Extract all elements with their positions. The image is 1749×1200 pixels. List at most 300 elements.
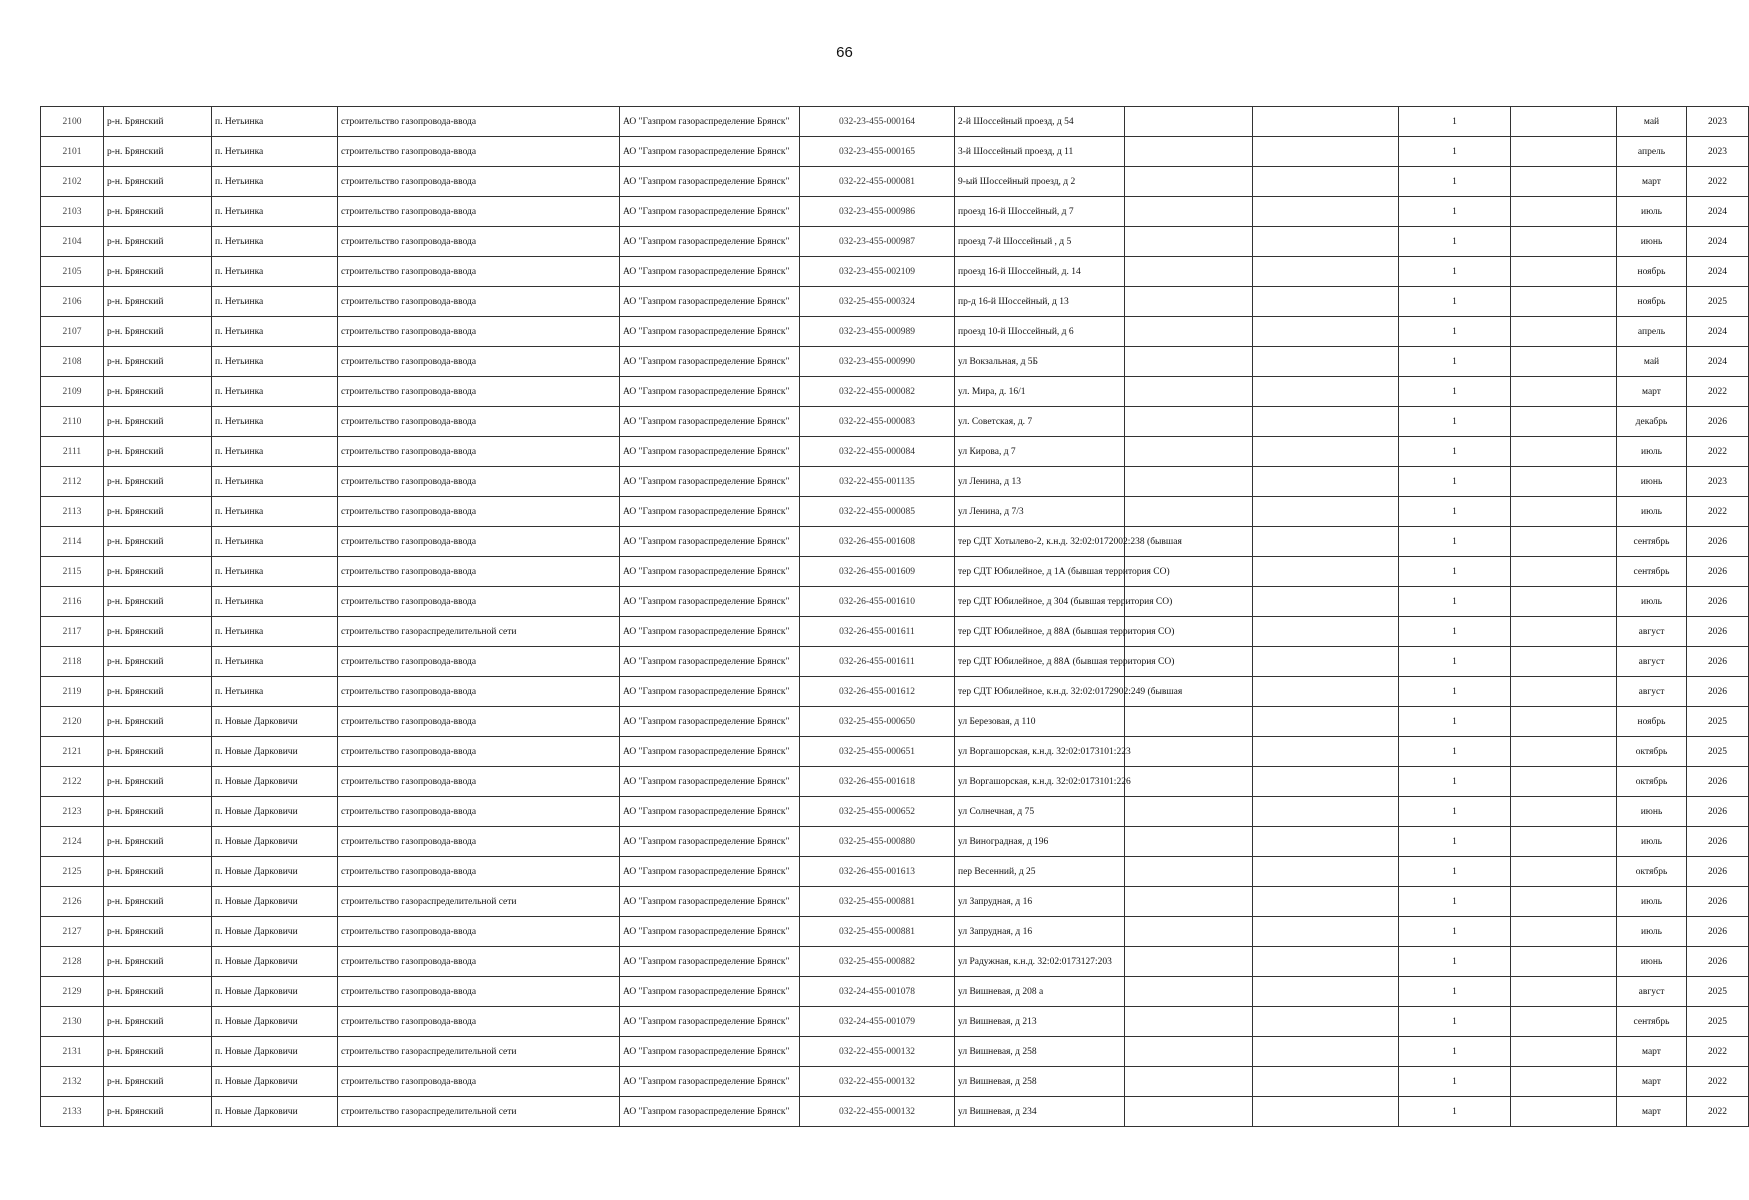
empty-cell xyxy=(1125,407,1253,437)
year-cell: 2026 xyxy=(1687,857,1749,887)
month-cell: июль xyxy=(1617,587,1687,617)
year-cell: 2025 xyxy=(1687,1007,1749,1037)
empty-cell xyxy=(1253,197,1399,227)
table-row xyxy=(41,1067,1749,1097)
address-cell: ул Виноградная, д 196 xyxy=(955,827,1125,857)
locality-cell: п. Нетьинка xyxy=(212,197,338,227)
object-code-cell: 032-26-455-001608 xyxy=(800,527,955,557)
month-cell: июль xyxy=(1617,827,1687,857)
table-row xyxy=(41,317,1749,347)
locality-cell: п. Новые Дарковичи xyxy=(212,707,338,737)
row-number: 2124 xyxy=(41,827,104,857)
district-cell: р-н. Брянский xyxy=(104,917,212,947)
locality-cell: п. Новые Дарковичи xyxy=(212,737,338,767)
row-number: 2118 xyxy=(41,647,104,677)
empty-cell xyxy=(1511,437,1617,467)
year-cell: 2025 xyxy=(1687,737,1749,767)
month-cell: июнь xyxy=(1617,227,1687,257)
object-code-cell: 032-25-455-000881 xyxy=(800,917,955,947)
row-number: 2129 xyxy=(41,977,104,1007)
locality-cell: п. Нетьинка xyxy=(212,317,338,347)
locality-cell: п. Нетьинка xyxy=(212,227,338,257)
year-cell: 2022 xyxy=(1687,1067,1749,1097)
address-cell: проезд 16-й Шоссейный, д 7 xyxy=(955,197,1125,227)
table-row xyxy=(41,437,1749,467)
work-type-cell: строительство газопровода-ввода xyxy=(338,1007,620,1037)
empty-cell xyxy=(1511,587,1617,617)
empty-cell xyxy=(1511,167,1617,197)
address-cell: тер СДТ Юбилейное, д 1А (бывшая территория СО) xyxy=(955,557,1125,587)
address-cell: проезд 10-й Шоссейный, д 6 xyxy=(955,317,1125,347)
object-code-cell: 032-23-455-000165 xyxy=(800,137,955,167)
table-row xyxy=(41,557,1749,587)
empty-cell xyxy=(1125,167,1253,197)
empty-cell xyxy=(1511,377,1617,407)
locality-cell: п. Новые Дарковичи xyxy=(212,1037,338,1067)
row-number: 2113 xyxy=(41,497,104,527)
empty-cell xyxy=(1511,557,1617,587)
empty-cell xyxy=(1511,647,1617,677)
count-cell: 1 xyxy=(1399,497,1511,527)
district-cell: р-н. Брянский xyxy=(104,167,212,197)
district-cell: р-н. Брянский xyxy=(104,587,212,617)
work-type-cell: строительство газопровода-ввода xyxy=(338,977,620,1007)
empty-cell xyxy=(1253,737,1399,767)
organization-cell: АО "Газпром газораспределение Брянск" xyxy=(620,227,800,257)
organization-cell: АО "Газпром газораспределение Брянск" xyxy=(620,857,800,887)
table-row xyxy=(41,1037,1749,1067)
empty-cell xyxy=(1253,437,1399,467)
year-cell: 2025 xyxy=(1687,287,1749,317)
row-number: 2131 xyxy=(41,1037,104,1067)
object-code-cell: 032-23-455-000989 xyxy=(800,317,955,347)
year-cell: 2024 xyxy=(1687,317,1749,347)
locality-cell: п. Нетьинка xyxy=(212,137,338,167)
year-cell: 2026 xyxy=(1687,917,1749,947)
locality-cell: п. Новые Дарковичи xyxy=(212,827,338,857)
locality-cell: п. Нетьинка xyxy=(212,377,338,407)
row-number: 2112 xyxy=(41,467,104,497)
count-cell: 1 xyxy=(1399,197,1511,227)
year-cell: 2024 xyxy=(1687,227,1749,257)
object-code-cell: 032-26-455-001612 xyxy=(800,677,955,707)
empty-cell xyxy=(1253,107,1399,137)
work-type-cell: строительство газопровода-ввода xyxy=(338,317,620,347)
table-row xyxy=(41,857,1749,887)
table-row xyxy=(41,677,1749,707)
count-cell: 1 xyxy=(1399,107,1511,137)
table-row xyxy=(41,377,1749,407)
year-cell: 2026 xyxy=(1687,947,1749,977)
object-code-cell: 032-23-455-000990 xyxy=(800,347,955,377)
registry-table xyxy=(40,106,1749,1127)
empty-cell xyxy=(1125,287,1253,317)
work-type-cell: строительство газопровода-ввода xyxy=(338,827,620,857)
work-type-cell: строительство газопровода-ввода xyxy=(338,797,620,827)
address-cell: ул Запрудная, д 16 xyxy=(955,917,1125,947)
empty-cell xyxy=(1511,797,1617,827)
month-cell: июль xyxy=(1617,917,1687,947)
row-number: 2127 xyxy=(41,917,104,947)
row-number: 2103 xyxy=(41,197,104,227)
month-cell: сентябрь xyxy=(1617,527,1687,557)
count-cell: 1 xyxy=(1399,347,1511,377)
empty-cell xyxy=(1125,1007,1253,1037)
count-cell: 1 xyxy=(1399,737,1511,767)
locality-cell: п. Новые Дарковичи xyxy=(212,1097,338,1127)
table-row xyxy=(41,827,1749,857)
empty-cell xyxy=(1253,827,1399,857)
year-cell: 2026 xyxy=(1687,407,1749,437)
empty-cell xyxy=(1511,707,1617,737)
count-cell: 1 xyxy=(1399,1097,1511,1127)
year-cell: 2026 xyxy=(1687,677,1749,707)
count-cell: 1 xyxy=(1399,377,1511,407)
work-type-cell: строительство газопровода-ввода xyxy=(338,527,620,557)
district-cell: р-н. Брянский xyxy=(104,707,212,737)
month-cell: июнь xyxy=(1617,947,1687,977)
row-number: 2117 xyxy=(41,617,104,647)
count-cell: 1 xyxy=(1399,587,1511,617)
count-cell: 1 xyxy=(1399,407,1511,437)
district-cell: р-н. Брянский xyxy=(104,527,212,557)
address-cell: ул Радужная, к.н.д. 32:02:0173127:203 xyxy=(955,947,1125,977)
object-code-cell: 032-22-455-000132 xyxy=(800,1037,955,1067)
object-code-cell: 032-26-455-001611 xyxy=(800,647,955,677)
address-cell: ул Солнечная, д 75 xyxy=(955,797,1125,827)
district-cell: р-н. Брянский xyxy=(104,767,212,797)
object-code-cell: 032-23-455-000164 xyxy=(800,107,955,137)
object-code-cell: 032-25-455-000324 xyxy=(800,287,955,317)
year-cell: 2026 xyxy=(1687,767,1749,797)
district-cell: р-н. Брянский xyxy=(104,1007,212,1037)
address-cell: 3-й Шоссейный проезд, д 11 xyxy=(955,137,1125,167)
object-code-cell: 032-26-455-001618 xyxy=(800,767,955,797)
object-code-cell: 032-22-455-000132 xyxy=(800,1067,955,1097)
table-row xyxy=(41,527,1749,557)
table-row xyxy=(41,197,1749,227)
object-code-cell: 032-23-455-000987 xyxy=(800,227,955,257)
row-number: 2116 xyxy=(41,587,104,617)
object-code-cell: 032-22-455-000081 xyxy=(800,167,955,197)
month-cell: ноябрь xyxy=(1617,257,1687,287)
table-row xyxy=(41,287,1749,317)
organization-cell: АО "Газпром газораспределение Брянск" xyxy=(620,107,800,137)
district-cell: р-н. Брянский xyxy=(104,797,212,827)
empty-cell xyxy=(1125,107,1253,137)
count-cell: 1 xyxy=(1399,647,1511,677)
empty-cell xyxy=(1125,257,1253,287)
district-cell: р-н. Брянский xyxy=(104,557,212,587)
month-cell: апрель xyxy=(1617,137,1687,167)
district-cell: р-н. Брянский xyxy=(104,947,212,977)
work-type-cell: строительство газораспределительной сети xyxy=(338,887,620,917)
empty-cell xyxy=(1253,857,1399,887)
row-number: 2122 xyxy=(41,767,104,797)
row-number: 2132 xyxy=(41,1067,104,1097)
district-cell: р-н. Брянский xyxy=(104,737,212,767)
empty-cell xyxy=(1511,977,1617,1007)
district-cell: р-н. Брянский xyxy=(104,647,212,677)
object-code-cell: 032-26-455-001611 xyxy=(800,617,955,647)
empty-cell xyxy=(1125,977,1253,1007)
empty-cell xyxy=(1125,377,1253,407)
district-cell: р-н. Брянский xyxy=(104,287,212,317)
month-cell: сентябрь xyxy=(1617,557,1687,587)
address-cell: ул Ленина, д 7/3 xyxy=(955,497,1125,527)
district-cell: р-н. Брянский xyxy=(104,197,212,227)
object-code-cell: 032-22-455-001135 xyxy=(800,467,955,497)
locality-cell: п. Новые Дарковичи xyxy=(212,917,338,947)
month-cell: июль xyxy=(1617,497,1687,527)
district-cell: р-н. Брянский xyxy=(104,1067,212,1097)
year-cell: 2022 xyxy=(1687,1097,1749,1127)
year-cell: 2025 xyxy=(1687,977,1749,1007)
district-cell: р-н. Брянский xyxy=(104,317,212,347)
address-cell: 9-ый Шоссейный проезд, д 2 xyxy=(955,167,1125,197)
organization-cell: АО "Газпром газораспределение Брянск" xyxy=(620,947,800,977)
empty-cell xyxy=(1125,707,1253,737)
row-number: 2107 xyxy=(41,317,104,347)
object-code-cell: 032-26-455-001609 xyxy=(800,557,955,587)
empty-cell xyxy=(1253,347,1399,377)
work-type-cell: строительство газопровода-ввода xyxy=(338,917,620,947)
organization-cell: АО "Газпром газораспределение Брянск" xyxy=(620,767,800,797)
organization-cell: АО "Газпром газораспределение Брянск" xyxy=(620,407,800,437)
year-cell: 2024 xyxy=(1687,347,1749,377)
address-cell: ул Вишневая, д 213 xyxy=(955,1007,1125,1037)
month-cell: июль xyxy=(1617,437,1687,467)
empty-cell xyxy=(1253,617,1399,647)
organization-cell: АО "Газпром газораспределение Брянск" xyxy=(620,737,800,767)
year-cell: 2026 xyxy=(1687,887,1749,917)
empty-cell xyxy=(1253,227,1399,257)
month-cell: июль xyxy=(1617,887,1687,917)
organization-cell: АО "Газпром газораспределение Брянск" xyxy=(620,257,800,287)
empty-cell xyxy=(1511,407,1617,437)
row-number: 2126 xyxy=(41,887,104,917)
district-cell: р-н. Брянский xyxy=(104,107,212,137)
locality-cell: п. Нетьинка xyxy=(212,467,338,497)
work-type-cell: строительство газопровода-ввода xyxy=(338,947,620,977)
object-code-cell: 032-25-455-000650 xyxy=(800,707,955,737)
empty-cell xyxy=(1511,1037,1617,1067)
organization-cell: АО "Газпром газораспределение Брянск" xyxy=(620,797,800,827)
year-cell: 2022 xyxy=(1687,497,1749,527)
object-code-cell: 032-22-455-000083 xyxy=(800,407,955,437)
organization-cell: АО "Газпром газораспределение Брянск" xyxy=(620,977,800,1007)
count-cell: 1 xyxy=(1399,947,1511,977)
locality-cell: п. Нетьинка xyxy=(212,617,338,647)
year-cell: 2023 xyxy=(1687,137,1749,167)
count-cell: 1 xyxy=(1399,767,1511,797)
empty-cell xyxy=(1253,377,1399,407)
empty-cell xyxy=(1511,947,1617,977)
work-type-cell: строительство газопровода-ввода xyxy=(338,677,620,707)
locality-cell: п. Нетьинка xyxy=(212,407,338,437)
district-cell: р-н. Брянский xyxy=(104,1097,212,1127)
empty-cell xyxy=(1253,257,1399,287)
empty-cell xyxy=(1253,977,1399,1007)
object-code-cell: 032-22-455-000084 xyxy=(800,437,955,467)
district-cell: р-н. Брянский xyxy=(104,617,212,647)
district-cell: р-н. Брянский xyxy=(104,467,212,497)
object-code-cell: 032-23-455-000986 xyxy=(800,197,955,227)
locality-cell: п. Новые Дарковичи xyxy=(212,1067,338,1097)
empty-cell xyxy=(1511,737,1617,767)
empty-cell xyxy=(1511,197,1617,227)
district-cell: р-н. Брянский xyxy=(104,227,212,257)
table-row xyxy=(41,977,1749,1007)
locality-cell: п. Нетьинка xyxy=(212,497,338,527)
month-cell: декабрь xyxy=(1617,407,1687,437)
work-type-cell: строительство газопровода-ввода xyxy=(338,227,620,257)
table-row xyxy=(41,257,1749,287)
row-number: 2101 xyxy=(41,137,104,167)
row-number: 2121 xyxy=(41,737,104,767)
empty-cell xyxy=(1511,317,1617,347)
count-cell: 1 xyxy=(1399,527,1511,557)
month-cell: март xyxy=(1617,1037,1687,1067)
work-type-cell: строительство газопровода-ввода xyxy=(338,407,620,437)
month-cell: март xyxy=(1617,377,1687,407)
table-row xyxy=(41,917,1749,947)
object-code-cell: 032-26-455-001610 xyxy=(800,587,955,617)
work-type-cell: строительство газопровода-ввода xyxy=(338,557,620,587)
work-type-cell: строительство газопровода-ввода xyxy=(338,767,620,797)
row-number: 2119 xyxy=(41,677,104,707)
count-cell: 1 xyxy=(1399,887,1511,917)
row-number: 2110 xyxy=(41,407,104,437)
count-cell: 1 xyxy=(1399,317,1511,347)
locality-cell: п. Нетьинка xyxy=(212,107,338,137)
table-row xyxy=(41,167,1749,197)
address-cell: ул Запрудная, д 16 xyxy=(955,887,1125,917)
count-cell: 1 xyxy=(1399,467,1511,497)
empty-cell xyxy=(1253,467,1399,497)
row-number: 2109 xyxy=(41,377,104,407)
year-cell: 2026 xyxy=(1687,827,1749,857)
address-cell: ул Воргашорская, к.н.д. 32:02:0173101:223 xyxy=(955,737,1125,767)
district-cell: р-н. Брянский xyxy=(104,377,212,407)
object-code-cell: 032-24-455-001078 xyxy=(800,977,955,1007)
district-cell: р-н. Брянский xyxy=(104,137,212,167)
work-type-cell: строительство газораспределительной сети xyxy=(338,1097,620,1127)
address-cell: пр-д 16-й Шоссейный, д 13 xyxy=(955,287,1125,317)
work-type-cell: строительство газопровода-ввода xyxy=(338,647,620,677)
row-number: 2106 xyxy=(41,287,104,317)
empty-cell xyxy=(1253,167,1399,197)
district-cell: р-н. Брянский xyxy=(104,1037,212,1067)
table-row xyxy=(41,767,1749,797)
address-cell: тер СДТ Юбилейное, к.н.д. 32:02:0172902:249 (бывшая xyxy=(955,677,1125,707)
locality-cell: п. Нетьинка xyxy=(212,587,338,617)
district-cell: р-н. Брянский xyxy=(104,977,212,1007)
registry-body xyxy=(41,107,1749,1127)
work-type-cell: строительство газопровода-ввода xyxy=(338,1067,620,1097)
organization-cell: АО "Газпром газораспределение Брянск" xyxy=(620,617,800,647)
table-row xyxy=(41,617,1749,647)
empty-cell xyxy=(1511,137,1617,167)
address-cell: ул. Мира, д. 16/1 xyxy=(955,377,1125,407)
district-cell: р-н. Брянский xyxy=(104,677,212,707)
empty-cell xyxy=(1253,767,1399,797)
count-cell: 1 xyxy=(1399,227,1511,257)
row-number: 2114 xyxy=(41,527,104,557)
month-cell: август xyxy=(1617,647,1687,677)
month-cell: октябрь xyxy=(1617,857,1687,887)
count-cell: 1 xyxy=(1399,677,1511,707)
empty-cell xyxy=(1253,587,1399,617)
address-cell: ул. Советская, д. 7 xyxy=(955,407,1125,437)
locality-cell: п. Нетьинка xyxy=(212,287,338,317)
work-type-cell: строительство газопровода-ввода xyxy=(338,167,620,197)
address-cell: ул Вишневая, д 258 xyxy=(955,1067,1125,1097)
month-cell: октябрь xyxy=(1617,767,1687,797)
organization-cell: АО "Газпром газораспределение Брянск" xyxy=(620,887,800,917)
count-cell: 1 xyxy=(1399,287,1511,317)
row-number: 2105 xyxy=(41,257,104,287)
organization-cell: АО "Газпром газораспределение Брянск" xyxy=(620,497,800,527)
empty-cell xyxy=(1253,527,1399,557)
address-cell: 2-й Шоссейный проезд, д 54 xyxy=(955,107,1125,137)
page-number: 66 xyxy=(836,44,853,61)
empty-cell xyxy=(1125,827,1253,857)
work-type-cell: строительство газопровода-ввода xyxy=(338,737,620,767)
month-cell: август xyxy=(1617,617,1687,647)
organization-cell: АО "Газпром газораспределение Брянск" xyxy=(620,437,800,467)
district-cell: р-н. Брянский xyxy=(104,407,212,437)
row-number: 2120 xyxy=(41,707,104,737)
count-cell: 1 xyxy=(1399,1037,1511,1067)
month-cell: август xyxy=(1617,977,1687,1007)
address-cell: проезд 7-й Шоссейный , д 5 xyxy=(955,227,1125,257)
count-cell: 1 xyxy=(1399,1067,1511,1097)
empty-cell xyxy=(1125,437,1253,467)
empty-cell xyxy=(1125,227,1253,257)
empty-cell xyxy=(1125,197,1253,227)
object-code-cell: 032-25-455-000651 xyxy=(800,737,955,767)
month-cell: ноябрь xyxy=(1617,707,1687,737)
count-cell: 1 xyxy=(1399,827,1511,857)
month-cell: март xyxy=(1617,167,1687,197)
address-cell: тер СДТ Юбилейное, д 88А (бывшая территория СО) xyxy=(955,647,1125,677)
object-code-cell: 032-26-455-001613 xyxy=(800,857,955,887)
object-code-cell: 032-25-455-000652 xyxy=(800,797,955,827)
object-code-cell: 032-22-455-000085 xyxy=(800,497,955,527)
month-cell: апрель xyxy=(1617,317,1687,347)
empty-cell xyxy=(1511,617,1617,647)
district-cell: р-н. Брянский xyxy=(104,497,212,527)
empty-cell xyxy=(1253,287,1399,317)
empty-cell xyxy=(1511,527,1617,557)
empty-cell xyxy=(1125,467,1253,497)
year-cell: 2022 xyxy=(1687,1037,1749,1067)
empty-cell xyxy=(1125,1067,1253,1097)
year-cell: 2022 xyxy=(1687,167,1749,197)
organization-cell: АО "Газпром газораспределение Брянск" xyxy=(620,827,800,857)
address-cell: ул Вишневая, д 234 xyxy=(955,1097,1125,1127)
year-cell: 2023 xyxy=(1687,107,1749,137)
organization-cell: АО "Газпром газораспределение Брянск" xyxy=(620,917,800,947)
work-type-cell: строительство газопровода-ввода xyxy=(338,587,620,617)
locality-cell: п. Нетьинка xyxy=(212,437,338,467)
locality-cell: п. Нетьинка xyxy=(212,347,338,377)
organization-cell: АО "Газпром газораспределение Брянск" xyxy=(620,1097,800,1127)
row-number: 2125 xyxy=(41,857,104,887)
empty-cell xyxy=(1125,737,1253,767)
month-cell: август xyxy=(1617,677,1687,707)
